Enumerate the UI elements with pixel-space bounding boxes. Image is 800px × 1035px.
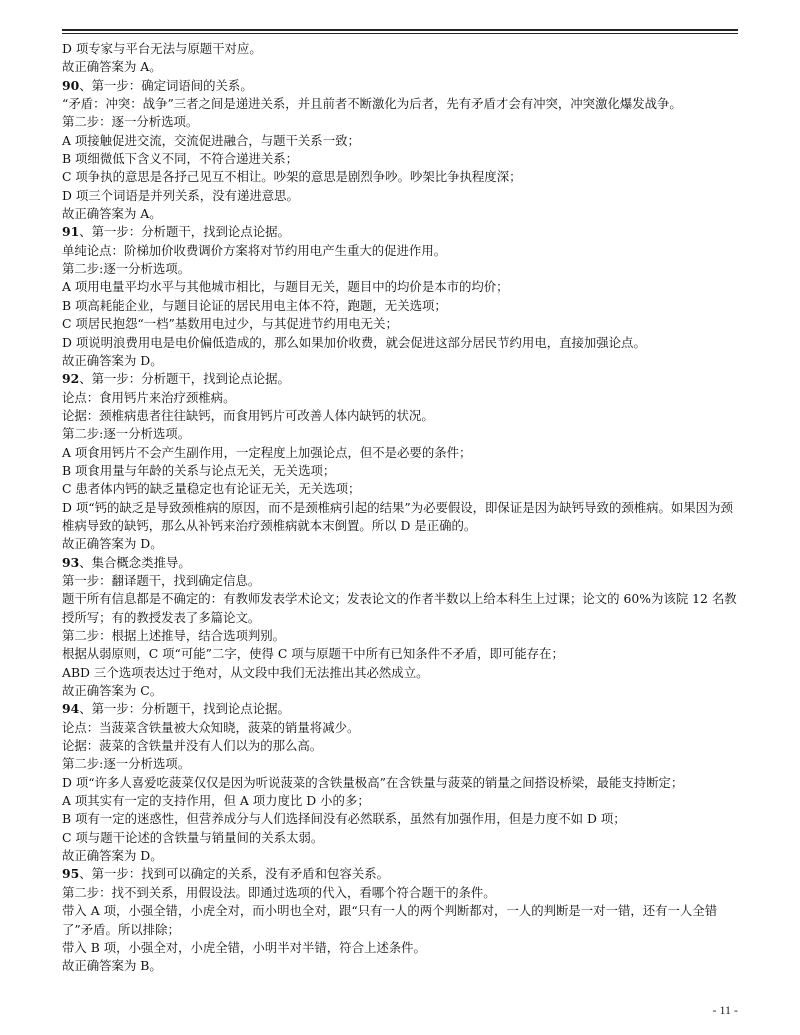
question-heading-text: 、第一步：分析题干，找到论点论据。 [79,224,290,240]
text-line: D 项三个词语是并列关系，没有递进意思。 [62,187,299,203]
text-line: 第二步：根据上述推导，结合选项判别。 [62,628,286,643]
text-line: 故正确答案为 D。 [62,536,163,552]
text-line: 故正确答案为 A。 [62,206,162,222]
text-line: C 项居民抱怨“一档”基数用电过少，与其促进节约用电无关； [62,316,398,332]
text-line: D 项“钙的缺乏是导致颈椎病的原因，而不是颈椎病引起的结果”为必要假设，即保证是因为缺钙导致的颈椎病。如果因为颈椎病导致的缺钙，那么从补钙来治疗颈椎病就本末倒置。所以 D 是正确的。 [62,499,733,533]
text-line: A 项接触促进交流，交流促进融合，与题干关系一致； [62,132,360,148]
text-line: A 项其实有一定的支持作用，但 A 项力度比 D 小的多； [62,793,370,809]
text-line: 故正确答案为 B。 [62,958,162,974]
text-line: 第一步：翻译题干，找到确定信息。 [62,572,261,588]
text-line: D 项“许多人喜爱吃菠菜仅仅是因为听说菠菜的含铁量极高”在含铁量与菠菜的销量之间搭设桥梁，最能支持断定； [62,774,684,790]
text-line: 第二步:逐一分析选项。 [62,261,191,277]
text-line: A 项用电量平均水平与其他城市相比，与题目无关，题目中的均价是本市的均价； [62,279,509,295]
text-line: 带入 A 项，小强全错，小虎全对，而小明也全对，跟“只有一人的两个判断都对，一人的判断是一对一错，还有一人全错了”矛盾。所以排除； [62,903,718,937]
question-number: 93 [62,554,80,570]
text-line: 故正确答案为 D。 [62,352,163,368]
text-line: D 项专家与平台无法与原题干对应。 [62,41,262,56]
text-line: 根据从弱原则，C 项“可能”二字，使得 C 项与原题干中所有已知条件不矛盾，即可能存在； [62,646,564,662]
question-heading [62,223,740,241]
text-line: 第二步：找不到关系，用假设法。即通过选项的代入，看哪个符合题干的条件。 [62,884,496,900]
text-line: D 项说明浪费用电是电价偏低造成的，那么如果加价收费，就会促进这部分居民节约用电，直接加强论点。 [62,334,646,350]
question-heading [62,554,740,572]
question-heading [62,865,740,883]
text-line: 论点：当菠菜含铁量被大众知晓，菠菜的销量将减少。 [62,719,360,735]
text-line: 故正确答案为 C。 [62,683,163,699]
text-line: 带入 B 项，小强全对，小虎全错，小明半对半错，符合上述条件。 [62,939,426,955]
header-rule-thick [62,29,738,31]
text-line: 题干所有信息都是不确定的：有教师发表学术论文；发表论文的作者半数以上给本科生上过课；论文的 60%为该院 12 名教授所写；有的教授发表了多篇论文。 [62,591,737,625]
text-line: 第二步:逐一分析选项。 [62,426,191,442]
question-heading [62,700,740,718]
text-line: 故正确答案为 A。 [62,59,162,75]
document-body [62,40,740,976]
text-line: 第二步:逐一分析选项。 [62,756,191,772]
text-line: B 项食用量与年龄的关系与论点无关，无关选项； [62,462,336,478]
text-line: 故正确答案为 D。 [62,848,163,864]
question-heading-text: 、第一步：分析题干，找到论点论据。 [79,701,290,717]
question-heading [62,370,740,388]
question-number: 91 [62,224,80,240]
question-number: 95 [62,866,80,882]
text-line: B 项有一定的迷惑性，但营养成分与人们选择间没有必然联系，虽然有加强作用，但是力度不如 D 项； [62,811,626,827]
text-line: ABD 三个选项表达过于绝对，从文段中我们无法推出其必然成立。 [62,664,429,680]
question-heading [62,77,740,95]
text-line: B 项高耗能企业，与题目论证的居民用电主体不符，跑题，无关选项； [62,297,447,313]
text-line: “矛盾：冲突：战争”三者之间是递进关系，并且前者不断激化为后者，先有矛盾才会有冲突，冲突激化爆发战争。 [62,96,682,112]
text-line: 第二步：逐一分析选项。 [62,114,199,130]
question-heading-text: 、第一步：分析题干，找到论点论据。 [79,371,290,387]
text-line: 论据：菠菜的含铁量并没有人们以为的那么高。 [62,738,323,754]
header-rule-thin [62,33,738,34]
text-line: 论据：颈椎病患者往往缺钙，而食用钙片可改善人体内缺钙的状况。 [62,407,434,423]
text-line: 论点：食用钙片来治疗颈椎病。 [62,389,236,405]
text-line: C 项与题干论述的含铁量与销量间的关系太弱。 [62,829,324,845]
text-line: 单纯论点：阶梯加价收费调价方案将对节约用电产生重大的促进作用。 [62,242,447,258]
question-number: 92 [62,371,80,387]
question-number: 94 [62,701,80,717]
question-number: 90 [62,77,80,93]
text-line: C 项争执的意思是各抒己见互不相让。吵架的意思是剧烈争吵。吵架比争执程度深； [62,169,522,185]
question-heading-text: 、第一步：找到可以确定的关系，没有矛盾和包容关系。 [79,866,390,882]
text-line: B 项细微低下含义不同，不符合递进关系； [62,151,299,167]
page-number: - 11 - [712,1003,738,1017]
text-line: C 患者体内钙的缺乏量稳定也有论证无关，无关选项； [62,481,361,497]
text-line: A 项食用钙片不会产生副作用，一定程度上加强论点，但不是必要的条件； [62,444,472,460]
question-heading-text: 、集合概念类推导。 [79,554,191,570]
question-heading-text: 、第一步：确定词语间的关系。 [79,77,253,93]
